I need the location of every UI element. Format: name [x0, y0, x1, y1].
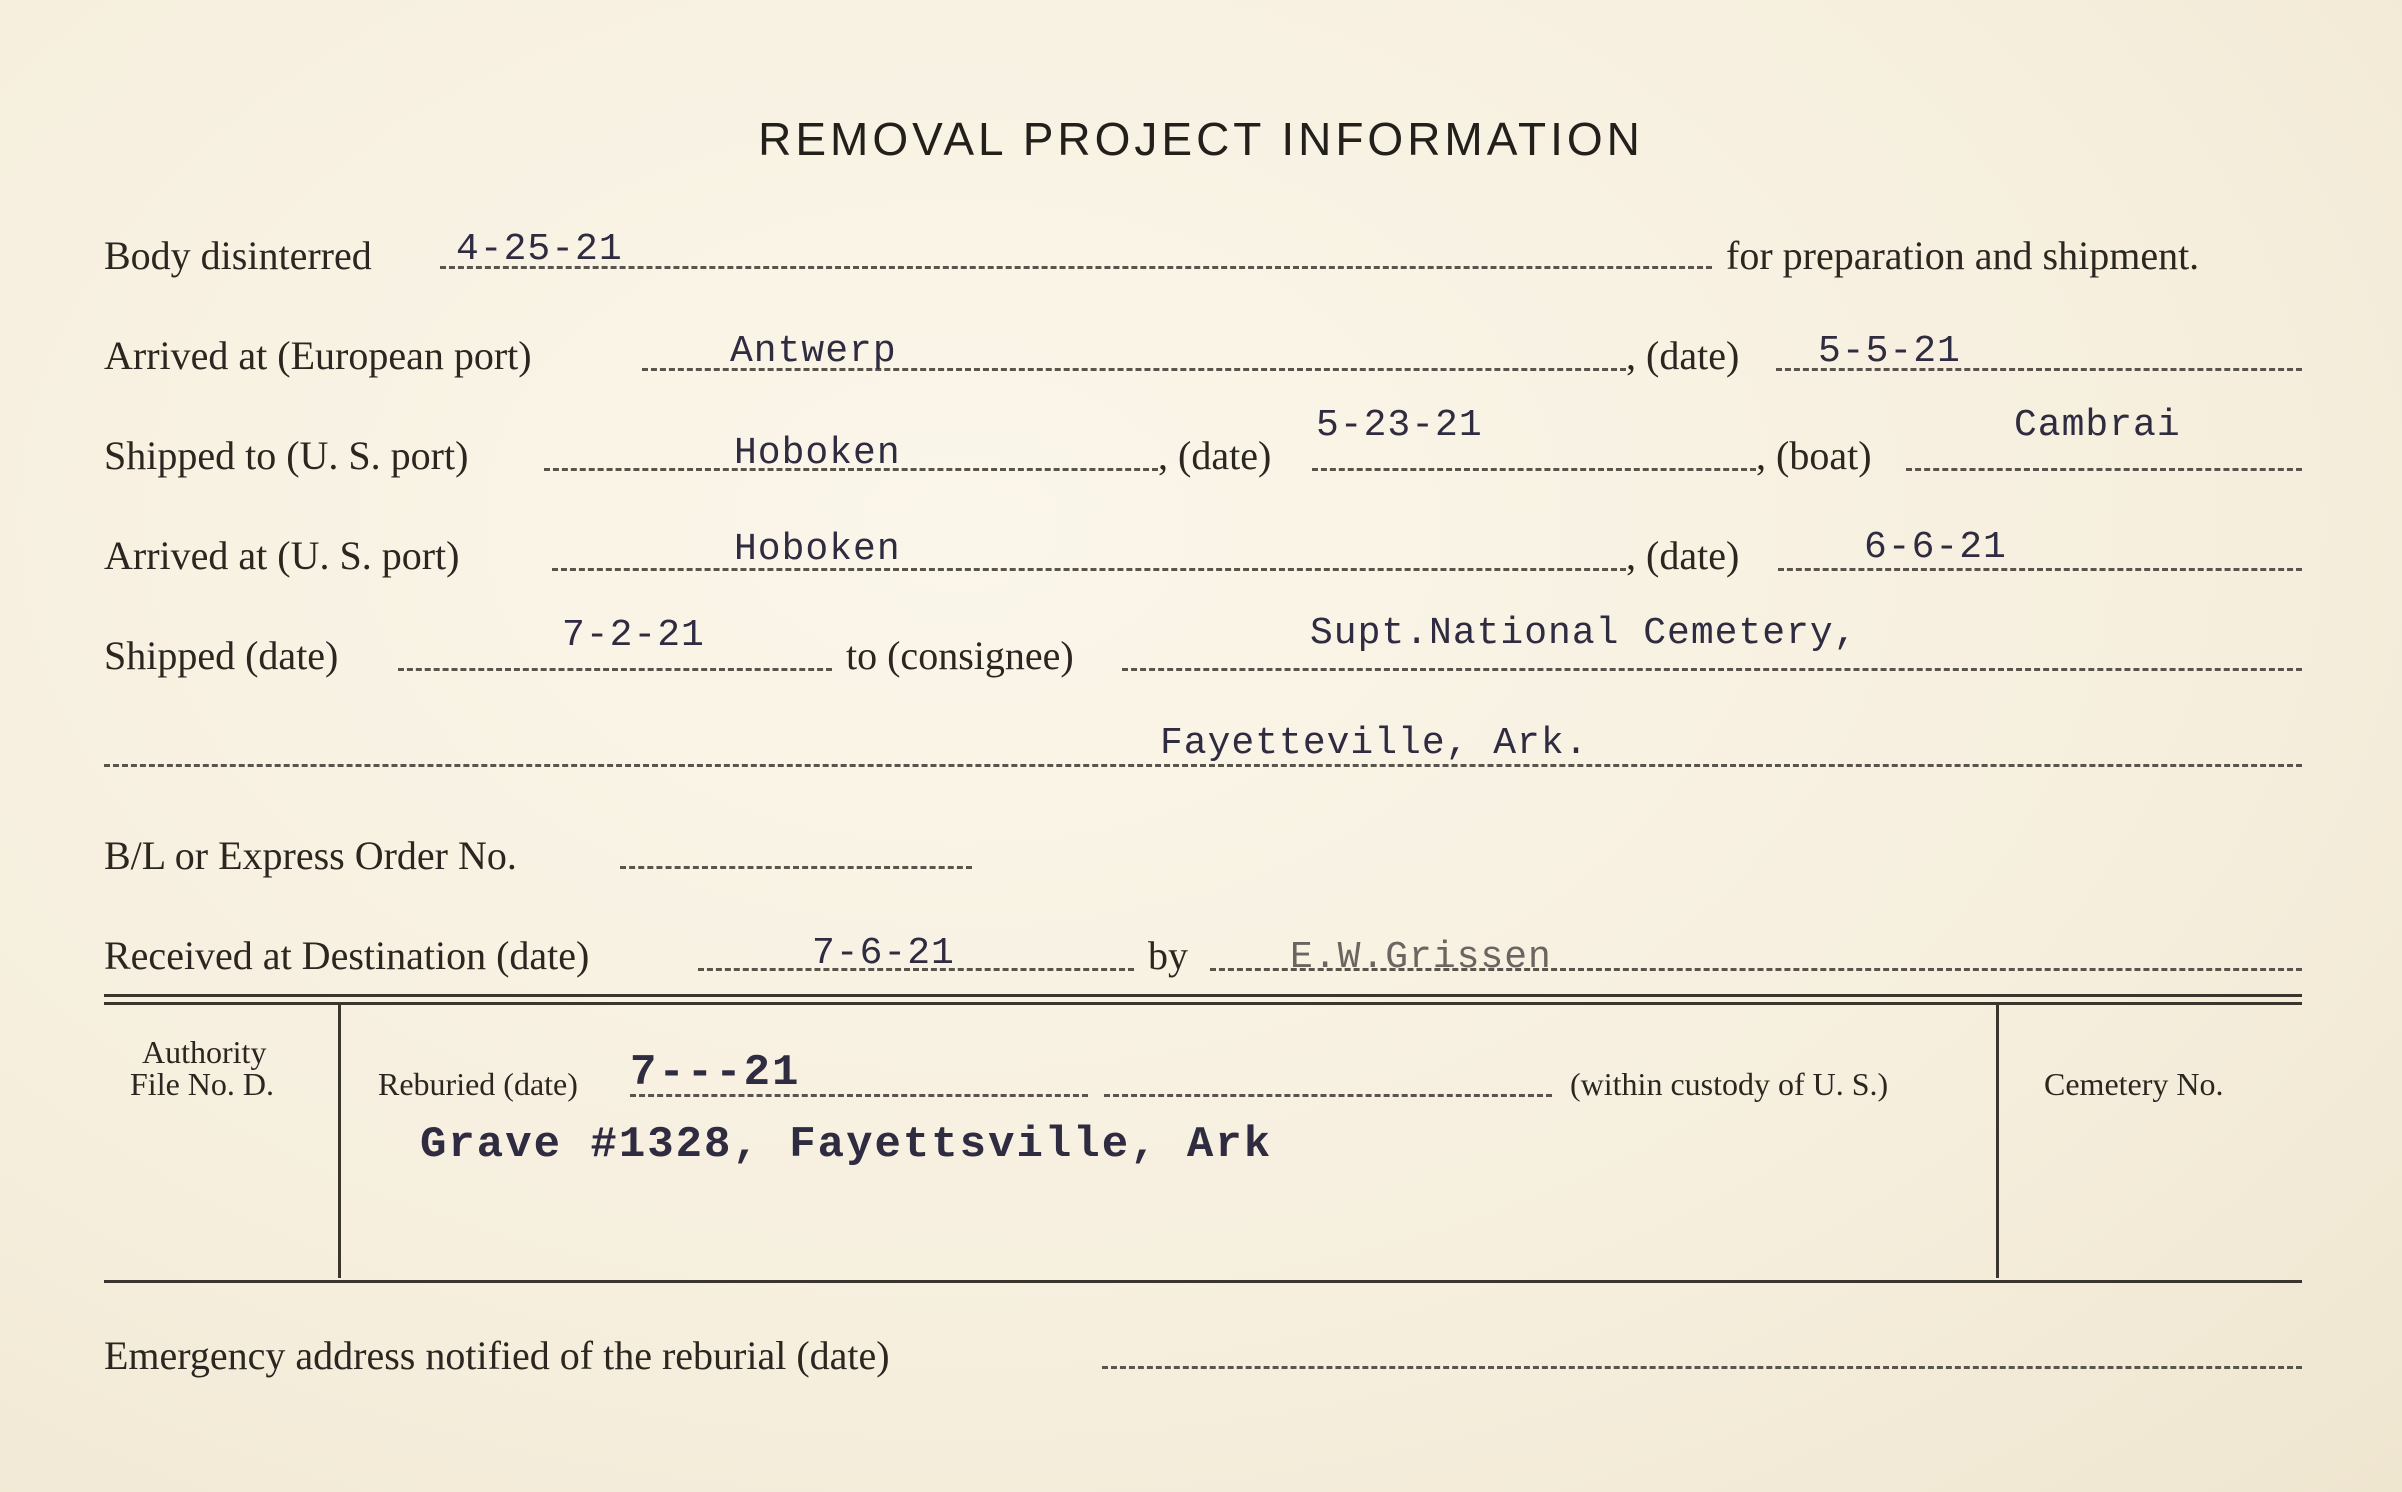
file-no-label: File No. D. [130, 1066, 274, 1102]
disinterred-date: 4-25-21 [456, 228, 623, 271]
received-by-label: by [1148, 933, 1188, 978]
bl-line [620, 866, 972, 869]
arrived-us-date: 6-6-21 [1864, 526, 2007, 569]
reburied-line-2 [1104, 1094, 1552, 1097]
page-title: REMOVAL PROJECT INFORMATION [758, 113, 1644, 165]
reburied-label: Reburied (date) [378, 1066, 578, 1102]
shipped-us-date-line [1312, 468, 1756, 471]
bl-label: B/L or Express Order No. [104, 833, 517, 878]
shipped-us-label: Shipped to (U. S. port) [104, 433, 469, 478]
consignee-line1: Supt.National Cemetery, [1310, 612, 1858, 655]
shipped-date: 7-2-21 [562, 614, 705, 657]
authority-label: Authority [142, 1034, 267, 1070]
arrived-euro-port: Antwerp [730, 330, 897, 373]
arrived-euro-date: 5-5-21 [1818, 330, 1961, 373]
reburied-date: 7---21 [630, 1048, 801, 1098]
cemetery-no-label: Cemetery No. [2044, 1066, 2224, 1102]
arrived-us-port: Hoboken [734, 528, 901, 571]
emergency-label: Emergency address notified of the reburial (date) [104, 1333, 890, 1378]
box-divider-right [1996, 1004, 1999, 1278]
disinterred-suffix: for preparation and shipment. [1726, 233, 2200, 278]
arrived-us-date-line [1778, 568, 2302, 571]
shipped-date-label: Shipped (date) [104, 633, 339, 678]
shipped-us-boat: Cambrai [2014, 404, 2181, 447]
custody-label: (within custody of U. S.) [1570, 1066, 1889, 1102]
arrived-us-line [552, 568, 1626, 571]
disinterred-label: Body disinterred [104, 233, 372, 278]
arrived-us-date-label: , (date) [1626, 533, 1740, 578]
box-bottom-line [104, 1280, 2302, 1283]
received-date: 7-6-21 [812, 932, 955, 975]
consignee-label: to (consignee) [846, 633, 1074, 678]
consignee-line2: Fayetteville, Ark. [1160, 722, 1589, 765]
grave-text: Grave #1328, Fayettsville, Ark [420, 1120, 1273, 1170]
consignee-line [1122, 668, 2302, 671]
shipped-us-date: 5-23-21 [1316, 404, 1483, 447]
received-label: Received at Destination (date) [104, 933, 590, 978]
shipped-us-date-label: , (date) [1158, 433, 1272, 478]
box-divider-left [338, 1004, 341, 1278]
box-top-line [104, 994, 2302, 997]
arrived-us-label: Arrived at (U. S. port) [104, 533, 460, 578]
shipped-us-boat-line [1906, 468, 2302, 471]
shipped-us-port: Hoboken [734, 432, 901, 475]
box-top-line-2 [104, 1002, 2302, 1005]
arrived-euro-label: Arrived at (European port) [104, 333, 532, 378]
emergency-line [1102, 1366, 2302, 1369]
shipped-date-line [398, 668, 832, 671]
shipped-us-boat-label: , (boat) [1756, 433, 1872, 478]
received-by: E.W.Grissen [1290, 936, 1552, 979]
arrived-euro-date-label: , (date) [1626, 333, 1740, 378]
disinterred-line [440, 266, 1712, 269]
